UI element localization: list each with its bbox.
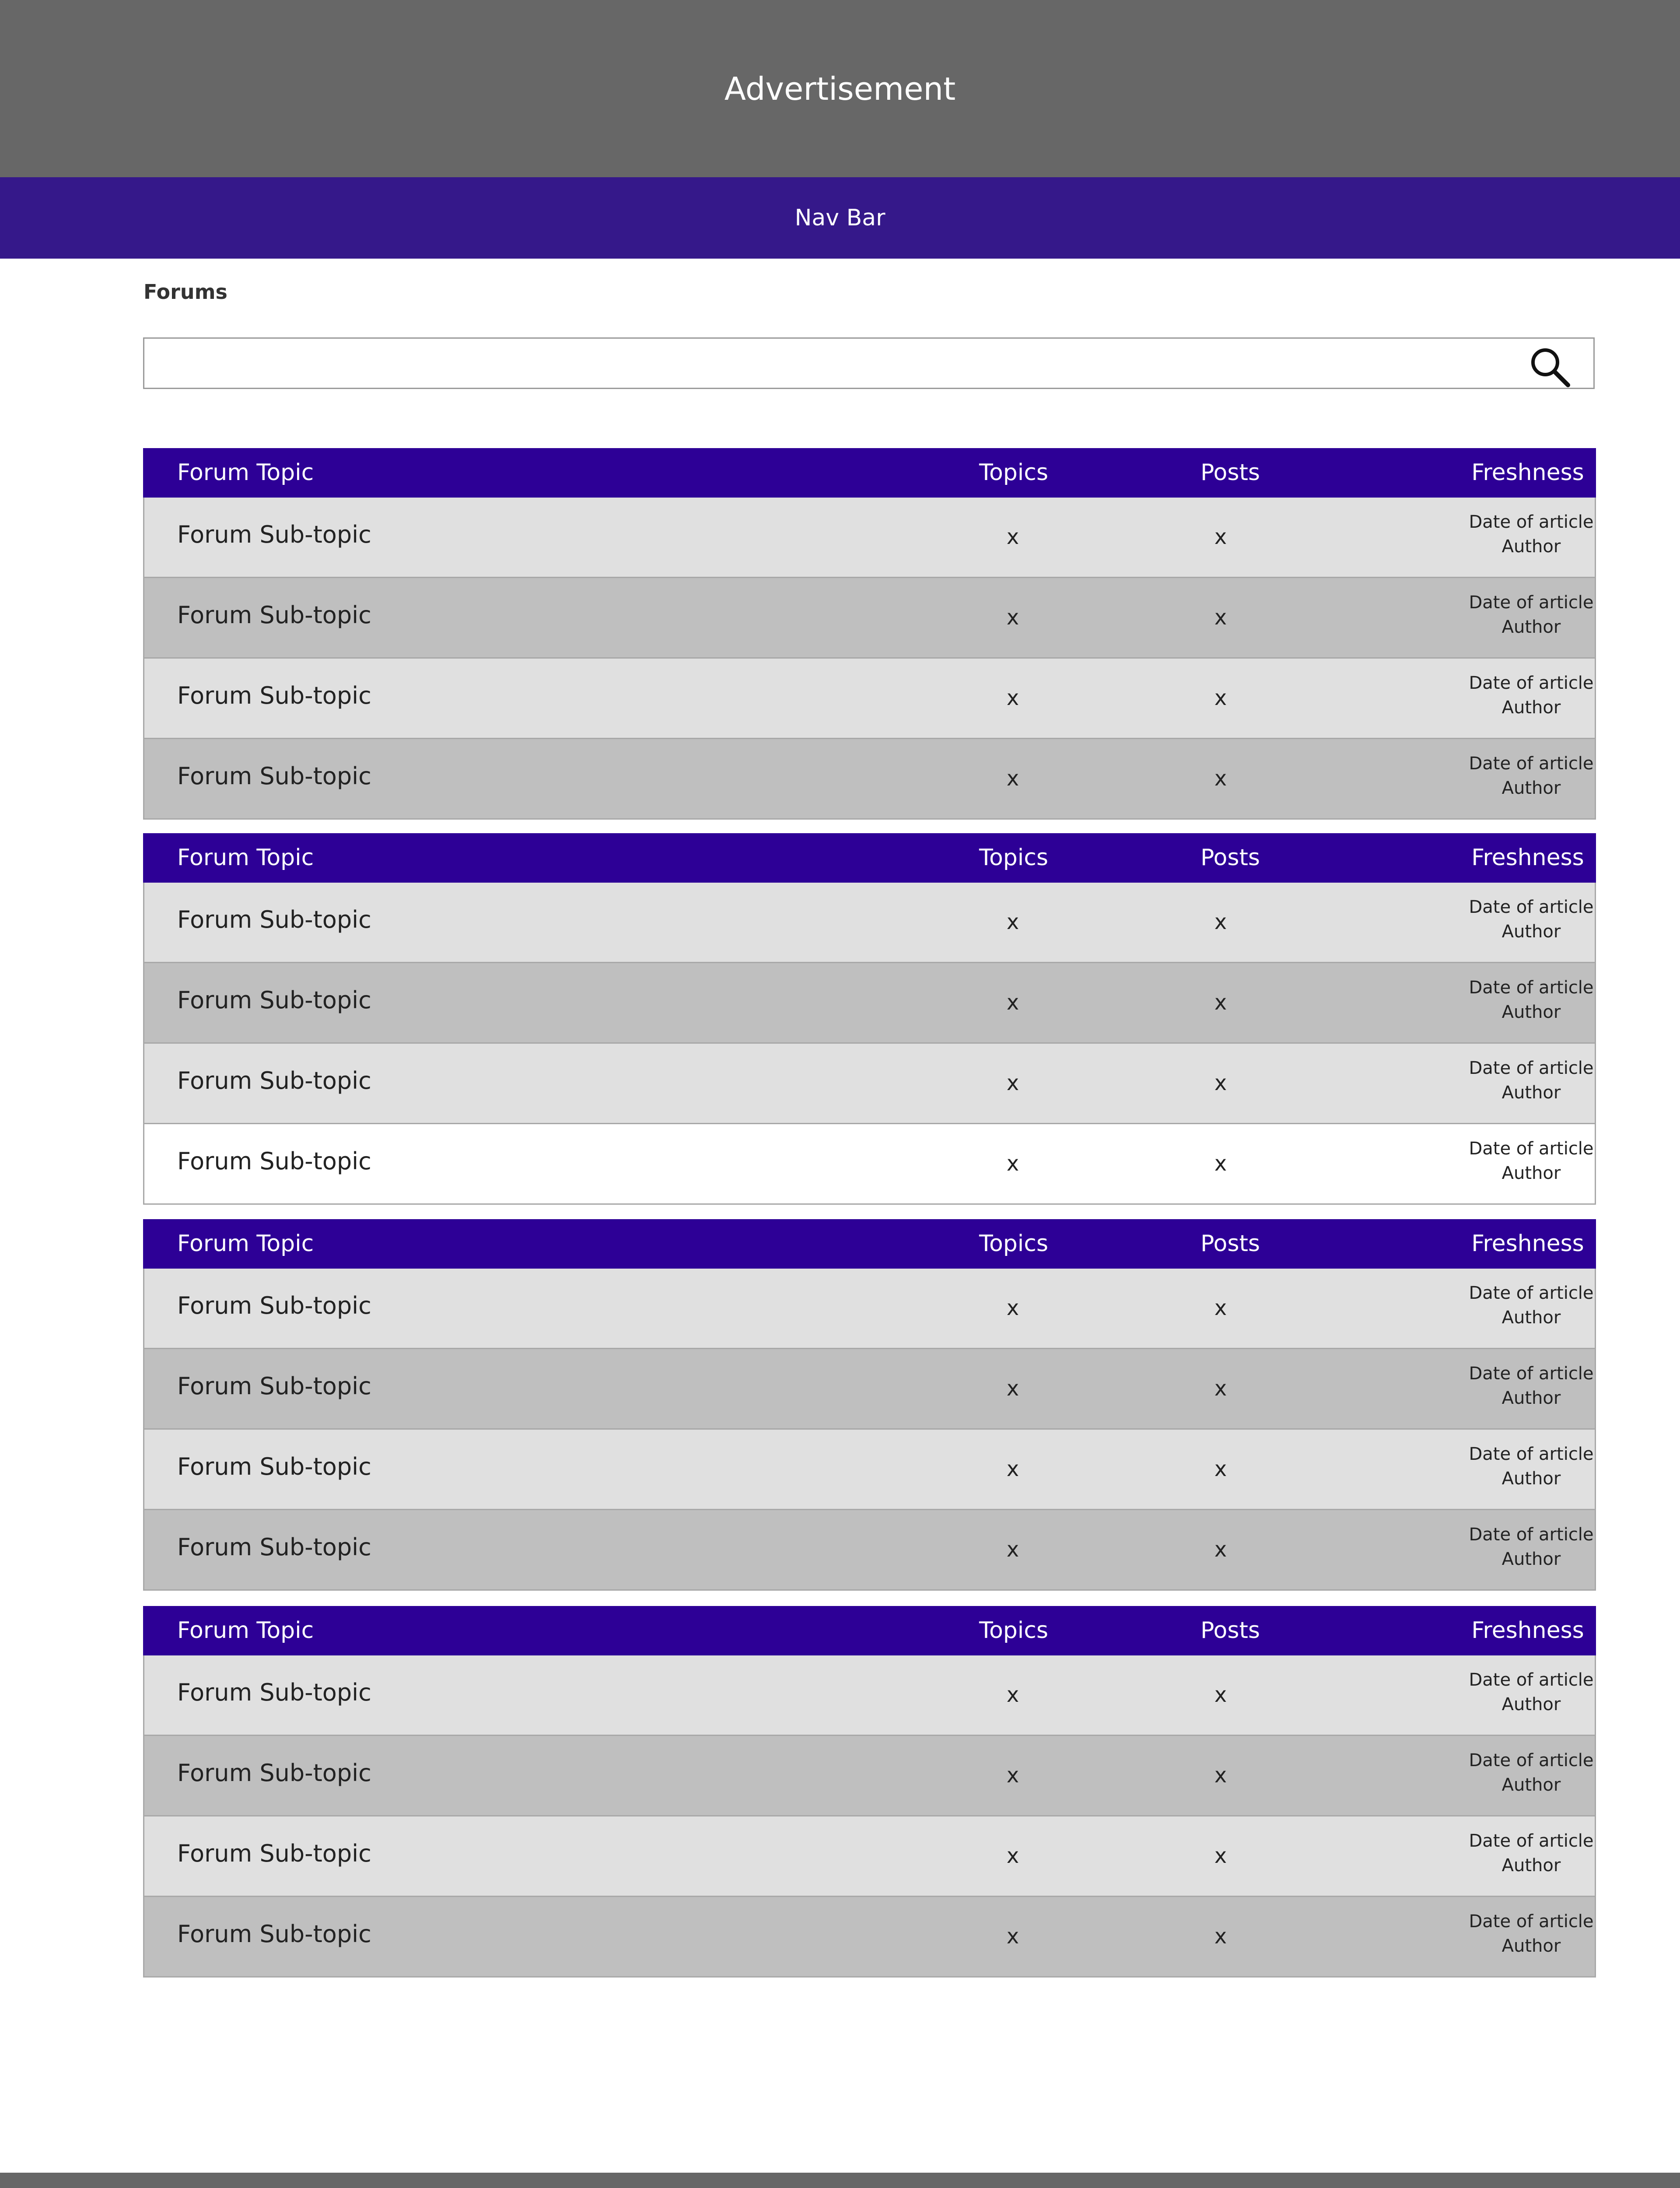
article-author[interactable]: Author [1502,1775,1561,1795]
posts-count: x [1214,990,1227,1015]
topics-count: x [1006,1071,1019,1095]
nav-bar-label: Nav Bar [794,205,886,231]
topics-count: x [1006,1763,1019,1788]
freshness-info [1431,671,1632,720]
table-row[interactable] [144,498,1595,578]
subtopic-link[interactable]: Forum Sub-topic [177,1759,371,1787]
posts-count: x [1214,1537,1227,1562]
article-date[interactable]: Date of article [1469,1058,1594,1078]
posts-count: x [1214,1151,1227,1176]
article-author[interactable]: Author [1502,1549,1561,1569]
subtopic-link[interactable]: Forum Sub-topic [177,762,371,790]
article-author[interactable]: Author [1502,1936,1561,1956]
article-date[interactable]: Date of article [1469,1444,1594,1464]
table-row[interactable] [144,739,1595,818]
article-author[interactable]: Author [1502,1163,1561,1183]
topics-count: x [1006,1537,1019,1562]
page-title: Forums [144,280,228,304]
table-row[interactable] [144,1124,1595,1203]
posts-count: x [1214,766,1227,791]
posts-count: x [1214,1683,1227,1707]
table-row[interactable] [144,578,1595,659]
table-header [143,448,1596,498]
table-row[interactable] [144,883,1595,963]
posts-count: x [1214,1763,1227,1788]
topics-count: x [1006,910,1019,934]
article-author[interactable]: Author [1502,617,1561,637]
table-row[interactable] [144,659,1595,739]
freshness-info [1431,1668,1632,1717]
article-date[interactable]: Date of article [1469,1139,1594,1159]
article-author[interactable]: Author [1502,1694,1561,1715]
article-date[interactable]: Date of article [1469,897,1594,917]
article-date[interactable]: Date of article [1469,1911,1594,1932]
table-row[interactable] [144,1510,1595,1589]
article-author[interactable]: Author [1502,1855,1561,1876]
header-posts: Posts [1200,1231,1260,1257]
header-forum-topic: Forum Topic [177,845,314,871]
search-icon[interactable] [1528,345,1572,389]
posts-count: x [1214,1844,1227,1868]
header-freshness: Freshness [1471,1231,1584,1257]
freshness-info [1431,1829,1632,1878]
subtopic-link[interactable]: Forum Sub-topic [177,1453,371,1480]
topics-count: x [1006,766,1019,791]
article-author[interactable]: Author [1502,1002,1561,1022]
table-row[interactable] [144,1349,1595,1430]
article-date[interactable]: Date of article [1469,1525,1594,1545]
posts-count: x [1214,1457,1227,1481]
freshness-info [1431,1136,1632,1185]
subtopic-link[interactable]: Forum Sub-topic [177,1067,371,1094]
forum-table [143,1219,1596,1591]
subtopic-link[interactable]: Forum Sub-topic [177,682,371,709]
table-row[interactable] [144,1736,1595,1816]
freshness-info [1431,751,1632,800]
freshness-info [1431,510,1632,559]
freshness-info [1431,895,1632,944]
article-author[interactable]: Author [1502,778,1561,798]
header-freshness: Freshness [1471,1617,1584,1644]
subtopic-link[interactable]: Forum Sub-topic [177,1292,371,1319]
table-row[interactable] [144,1269,1595,1349]
subtopic-link[interactable]: Forum Sub-topic [177,601,371,629]
table-row[interactable] [144,1897,1595,1976]
forum-table [143,448,1596,820]
header-posts: Posts [1200,1617,1260,1644]
topics-count: x [1006,1683,1019,1707]
article-date[interactable]: Date of article [1469,1364,1594,1384]
article-date[interactable]: Date of article [1469,754,1594,774]
freshness-info [1431,1056,1632,1105]
header-freshness: Freshness [1471,459,1584,486]
header-forum-topic: Forum Topic [177,1617,314,1644]
forum-table [143,833,1596,1205]
article-date[interactable]: Date of article [1469,673,1594,693]
topics-count: x [1006,1457,1019,1481]
posts-count: x [1214,1924,1227,1949]
table-header [143,1219,1596,1269]
posts-count: x [1214,1376,1227,1401]
article-author[interactable]: Author [1502,1083,1561,1103]
topics-count: x [1006,990,1019,1015]
header-topics: Topics [979,459,1048,486]
article-date[interactable]: Date of article [1469,1670,1594,1690]
freshness-info [1431,1361,1632,1410]
search-box[interactable] [143,337,1595,389]
posts-count: x [1214,1071,1227,1095]
forum-table [143,1606,1596,1978]
article-author[interactable]: Author [1502,698,1561,718]
subtopic-link[interactable]: Forum Sub-topic [177,1533,371,1561]
header-forum-topic: Forum Topic [177,1231,314,1257]
article-author[interactable]: Author [1502,922,1561,942]
freshness-info [1431,1522,1632,1571]
posts-count: x [1214,910,1227,934]
freshness-info [1431,1909,1632,1958]
advertisement-banner[interactable] [0,0,1680,177]
subtopic-link[interactable]: Forum Sub-topic [177,1147,371,1175]
header-forum-topic: Forum Topic [177,459,314,486]
table-row[interactable] [144,1816,1595,1897]
topics-count: x [1006,1844,1019,1868]
table-row[interactable] [144,1655,1595,1736]
article-date[interactable]: Date of article [1469,512,1594,532]
advertisement-label: Advertisement [724,70,956,107]
subtopic-link[interactable]: Forum Sub-topic [177,986,371,1014]
article-date[interactable]: Date of article [1469,1283,1594,1303]
footer [0,2173,1680,2188]
article-date[interactable]: Date of article [1469,593,1594,613]
table-row[interactable] [144,963,1595,1044]
topics-count: x [1006,1296,1019,1320]
subtopic-link[interactable]: Forum Sub-topic [177,1920,371,1948]
header-topics: Topics [979,1231,1048,1257]
table-row[interactable] [144,1044,1595,1124]
freshness-info [1431,1442,1632,1491]
article-author[interactable]: Author [1502,536,1561,557]
subtopic-link[interactable]: Forum Sub-topic [177,906,371,933]
posts-count: x [1214,1296,1227,1320]
header-posts: Posts [1200,845,1260,871]
article-author[interactable]: Author [1502,1469,1561,1489]
table-row[interactable] [144,1430,1595,1510]
posts-count: x [1214,525,1227,549]
article-date[interactable]: Date of article [1469,1750,1594,1771]
topics-count: x [1006,1924,1019,1949]
topics-count: x [1006,605,1019,630]
subtopic-link[interactable]: Forum Sub-topic [177,1840,371,1867]
topics-count: x [1006,525,1019,549]
table-header [143,1606,1596,1655]
subtopic-link[interactable]: Forum Sub-topic [177,1372,371,1400]
header-freshness: Freshness [1471,845,1584,871]
article-author[interactable]: Author [1502,1308,1561,1328]
posts-count: x [1214,686,1227,710]
freshness-info [1431,975,1632,1024]
table-header [143,833,1596,883]
freshness-info [1431,1748,1632,1797]
article-author[interactable]: Author [1502,1388,1561,1408]
subtopic-link[interactable]: Forum Sub-topic [177,521,371,548]
search-input[interactable] [144,339,1522,388]
freshness-info [1431,1281,1632,1330]
freshness-info [1431,590,1632,639]
article-date[interactable]: Date of article [1469,978,1594,998]
posts-count: x [1214,605,1227,630]
header-topics: Topics [979,845,1048,871]
header-topics: Topics [979,1617,1048,1644]
topics-count: x [1006,1376,1019,1401]
header-posts: Posts [1200,459,1260,486]
nav-bar[interactable] [0,177,1680,259]
article-date[interactable]: Date of article [1469,1831,1594,1851]
subtopic-link[interactable]: Forum Sub-topic [177,1679,371,1706]
topics-count: x [1006,1151,1019,1176]
topics-count: x [1006,686,1019,710]
